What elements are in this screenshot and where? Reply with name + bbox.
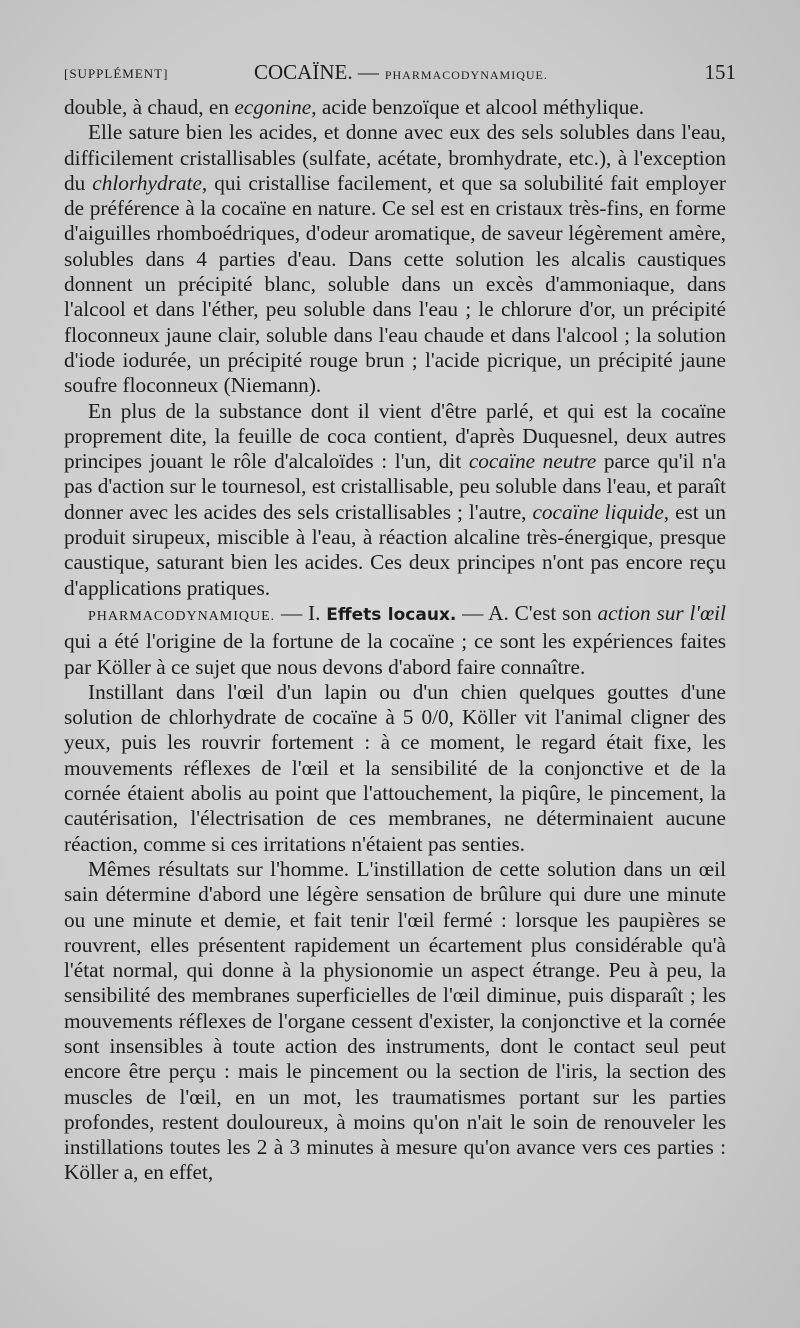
title-text: COCAÏNE. — <box>254 60 379 84</box>
text-run: parce qu'il n'a pas d'action sur le tournesol, est cristallisable, peu soluble dans l'eau, et paraît donner avec les acides des sels cristallisables ; l'autre, <box>64 449 726 524</box>
text-run: — A. C'est son <box>456 600 598 625</box>
text-run: qui a été l'origine de la fortune de la cocaïne ; ce sont les expériences faites par Köller à ce sujet que nous devons d'abord faire connaître. <box>64 629 726 679</box>
text-run: Mêmes résultats sur l'homme. L'instillation de cette solution dans un œil sain détermine d'abord une légère sensation de brûlure qui dure une minute ou une minute et demie, et fait tenir l'œil fermé : lorsque les paupières se rouvrent, elles présentent rapidement un écartement plus considérable qu'à l'état normal, qui donne à la physionomie un aspect étrange. Peu à peu, la sensibilité des membranes superficielles de l'œil diminue, puis disparaît ; les mouvements réflexes de l'organe cessent d'exister, la conjonctive et la cornée sont insensibles à toute action des instruments, dont le contact seul peut encore être perçu : mais le pincement ou la section de l'iris, la section des muscles de l'œil, en un mot, les traumatismes portant sur les parties profondes, restent douloureux, à moins qu'on n'ait le soin de renouveler les instillations toutes les 2 à 3 minutes à mesure qu'on avance vers ces parties : Köller a, en effet, <box>64 856 726 1185</box>
running-header <box>64 60 736 90</box>
page-body <box>64 95 726 1186</box>
paragraph-4 <box>64 601 726 680</box>
text-run: , qui cristallise facilement, et que sa solubilité fait employer de préférence à la cocaïne en nature. Ce sel est en cristaux très-fins, en forme d'aiguilles rhomboédriques, d'odeur aromatique, de saveur légèrement amère, solubles dans 4 parties d'eau. Dans cette solution les alcalis caustiques donnent un précipité blanc, soluble dans un excès d'ammoniaque, dans l'alcool et dans l'éther, peu soluble dans l'eau ; le chlorure d'or, un précipité floconneux jaune clair, soluble dans l'eau chaude et dans l'alcool ; la solution d'iode iodurée, un précipité rouge brun ; l'acide picrique, un précipité jaune soufre floconneux (Niemann). <box>64 170 726 398</box>
italic-term: cocaïne liquide <box>532 499 664 524</box>
section-heading: PHARMACODYNAMIQUE. <box>88 608 276 624</box>
italic-term: action sur l'œil <box>597 600 726 625</box>
text-run: Elle sature bien les acides, et donne avec eux des sels solubles dans l'eau, difficilement cristallisables (sulfate, acétate, bromhydrate, etc.), à l'exception du <box>64 120 726 195</box>
italic-term: ecgonine <box>234 95 312 119</box>
section-label: [SUPPLÉMENT] <box>64 66 169 81</box>
text-run: — I. <box>275 600 327 625</box>
italic-term: chlorhydrate <box>92 170 202 195</box>
italic-term: cocaïne neutre <box>468 449 597 474</box>
running-title <box>254 60 548 85</box>
subtitle-text: PHARMACODYNAMIQUE. <box>384 68 548 82</box>
paragraph-1 <box>64 95 726 120</box>
paragraph-2 <box>64 120 726 398</box>
paragraph-6 <box>64 857 726 1186</box>
page-number: 151 <box>704 60 736 84</box>
text-run: double, à chaud, en <box>64 95 235 119</box>
paragraph-5 <box>64 680 726 857</box>
text-run: En plus de la substance dont il vient d'être parlé, et qui est la cocaïne proprement dite, la feuille de coca contient, d'après Duquesnel, deux autres principes jouant le rôle d'alcaloïdes : l'un, dit <box>64 398 726 474</box>
bold-heading: Effets locaux. <box>326 604 457 625</box>
text-run: , acide benzoïque et alcool méthylique. <box>311 95 645 119</box>
text-run: Instillant dans l'œil d'un lapin ou d'un chien quelques gouttes d'une solution de chlorhydrate de cocaïne à 5 0/0, Köller vit l'animal cligner des yeux, puis les rouvrir fortement : à ce moment, le regard était fixe, les mouvements réflexes de l'œil et la sensibilité de la conjonctive et de la cornée étaient abolis au point que l'attouchement, la piqûre, le pincement, la cautérisation, l'électrisation de ces membranes, ne déterminaient aucune réaction, comme si ces irritations n'étaient pas senties. <box>64 679 726 856</box>
paragraph-3 <box>64 399 726 601</box>
text-run: , est un produit sirupeux, miscible à l'eau, à réaction alcaline très-énergique, presque caustique, saturant bien les acides. Ces deux principes n'ont pas encore reçu d'applications pratiques. <box>64 499 726 600</box>
